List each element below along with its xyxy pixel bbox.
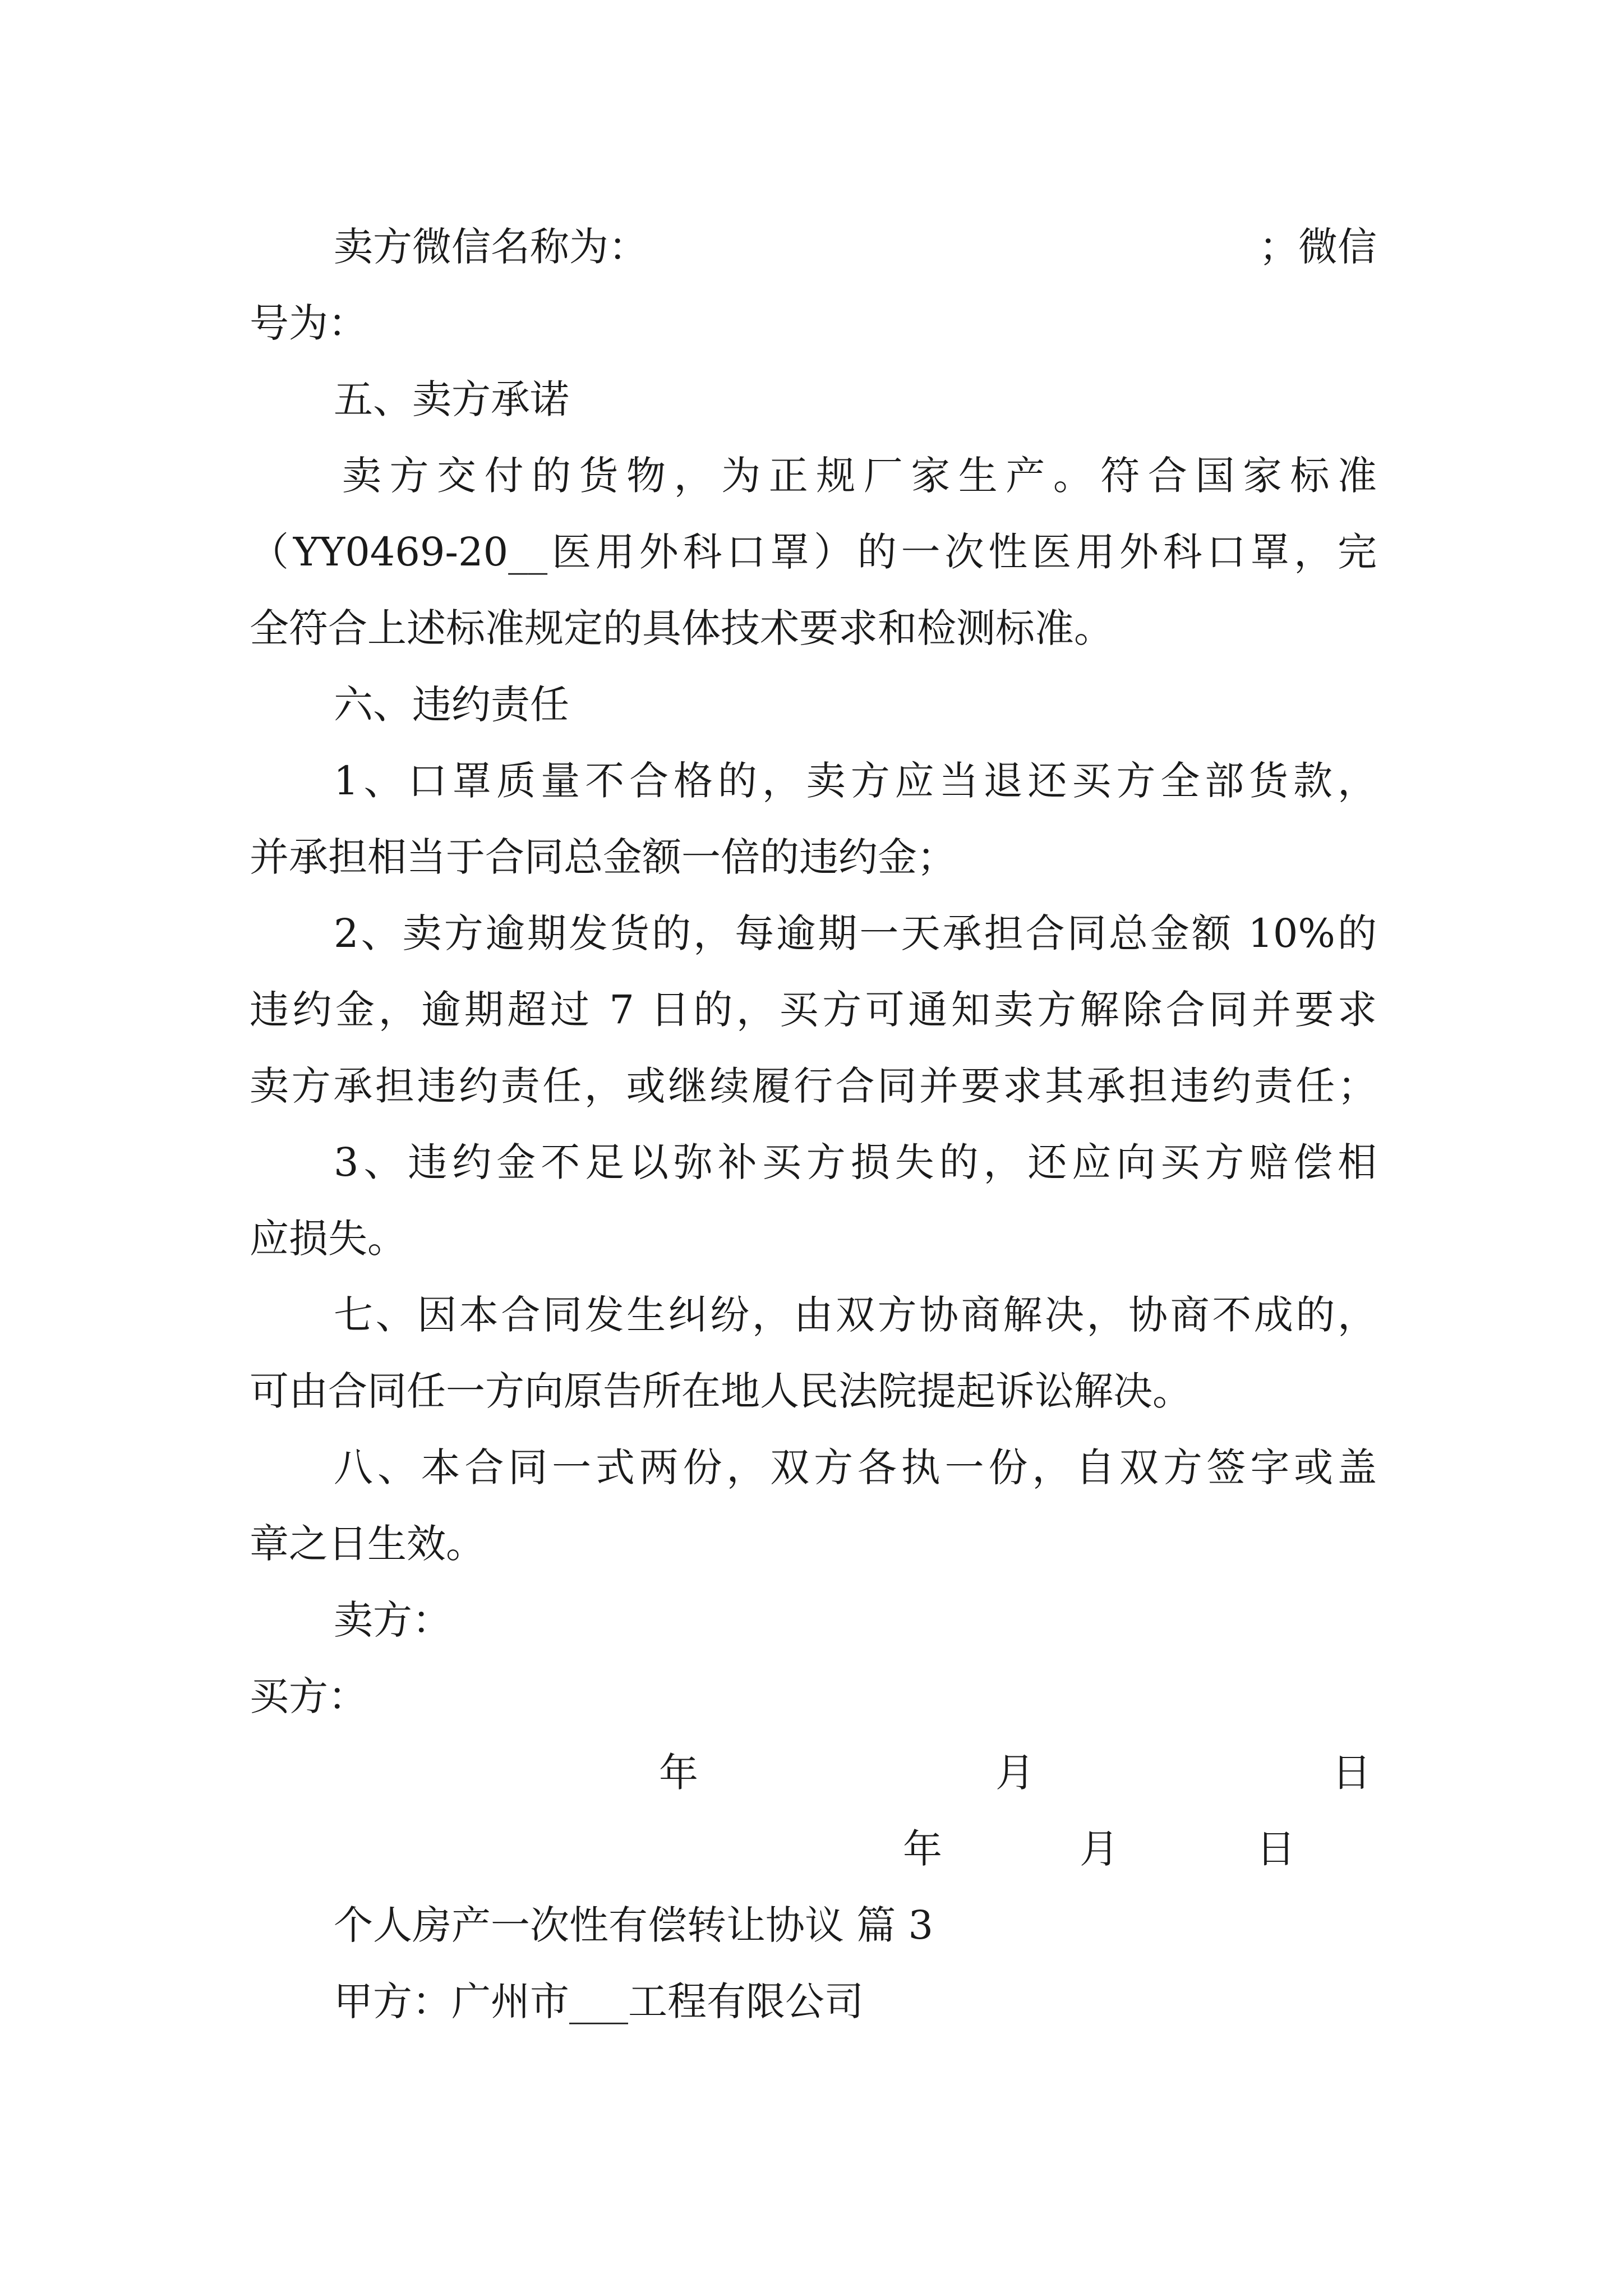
- seller-date-row: [659, 1734, 1371, 1811]
- seller-date-day: 日: [1332, 1750, 1371, 1796]
- seller-signature-label: 卖方：: [334, 1597, 451, 1643]
- buyer-date-row: [903, 1811, 1295, 1887]
- seller-promise-line-2: （YY0469-20__医用外科口罩）的一次性医用外科口罩，完: [250, 529, 1377, 575]
- liability-item-3-line-2: 应损失。: [250, 1216, 407, 1262]
- section-five-heading: 五、卖方承诺: [334, 376, 569, 422]
- section-seven-line-2: 可由合同任一方向原告所在地人民法院提起诉讼解决。: [250, 1368, 1192, 1414]
- wechat-id-label-start: ；微信: [1259, 224, 1377, 270]
- seller-promise-line-3: 全符合上述标准规定的具体技术要求和检测标准。: [250, 605, 1113, 651]
- liability-item-1-line-1: 1、口罩质量不合格的，卖方应当退还买方全部货款，: [334, 758, 1377, 804]
- section-seven-line-1: 七、因本合同发生纠纷，由双方协商解决，协商不成的，: [334, 1292, 1377, 1338]
- section-six-heading: 六、违约责任: [334, 682, 569, 728]
- liability-item-2-line-3: 卖方承担违约责任，或继续履行合同并要求其承担违约责任；: [250, 1063, 1377, 1109]
- seller-wechat-name-label: 卖方微信名称为：: [334, 224, 648, 270]
- party-a-line: 甲方：广州市___工程有限公司: [334, 1978, 864, 2024]
- buyer-date-year: 年: [903, 1826, 942, 1872]
- seller-date-year: 年: [659, 1750, 698, 1796]
- agreement-title: 个人房产一次性有偿转让协议 篇 3: [334, 1902, 934, 1948]
- wechat-id-label-end: 号为：: [250, 300, 367, 346]
- liability-item-3-line-1: 3、违约金不足以弥补买方损失的，还应向买方赔偿相: [334, 1139, 1377, 1185]
- liability-item-2-line-1: 2、卖方逾期发货的，每逾期一天承担合同总金额 10%的: [334, 910, 1377, 956]
- seller-promise-line-1: 卖方交付的货物，为正规厂家生产。符合国家标准: [342, 453, 1377, 499]
- seller-date-month: 月: [995, 1750, 1035, 1796]
- liability-item-1-line-2: 并承担相当于合同总金额一倍的违约金；: [250, 834, 956, 880]
- section-eight-line-2: 章之日生效。: [250, 1521, 485, 1567]
- buyer-date-month: 月: [1080, 1826, 1119, 1872]
- buyer-signature-label: 买方：: [250, 1673, 367, 1719]
- liability-item-2-line-2: 违约金，逾期超过 7 日的，买方可通知卖方解除合同并要求: [250, 987, 1377, 1033]
- buyer-date-day: 日: [1256, 1826, 1295, 1872]
- section-eight-line-1: 八、本合同一式两份，双方各执一份，自双方签字或盖: [334, 1444, 1377, 1490]
- seller-wechat-line: [250, 209, 1377, 285]
